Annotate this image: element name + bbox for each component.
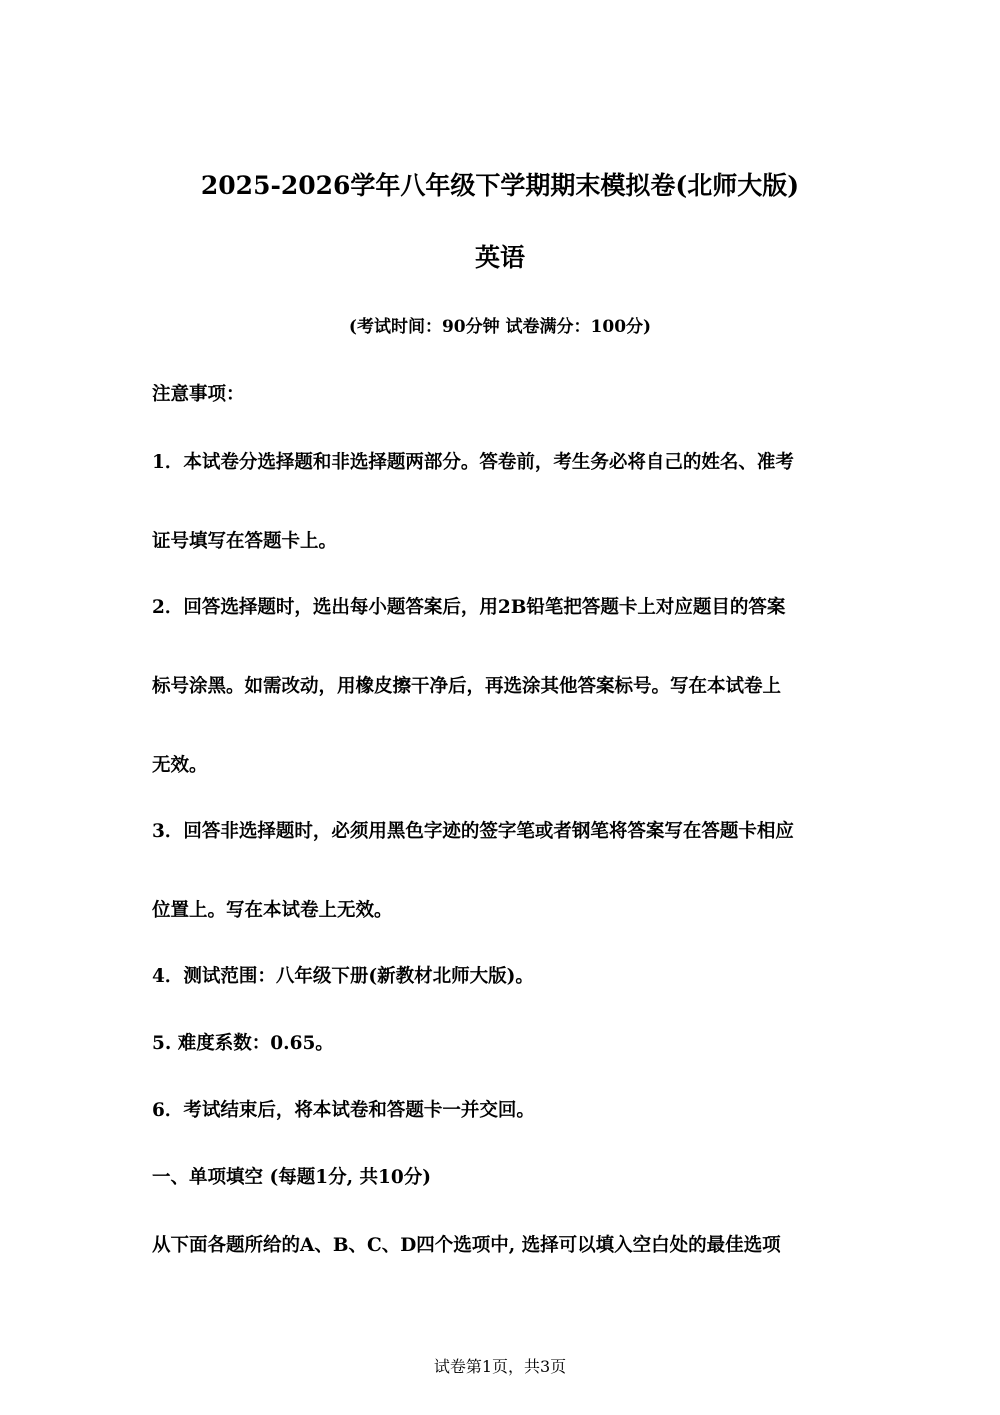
note-line: 标号涂黑。如需改动，用橡皮擦干净后，再选涂其他答案标号。写在本试卷上 xyxy=(152,676,782,697)
note-line: 位置上。写在本试卷上无效。 xyxy=(152,900,393,921)
notes-heading: 注意事项： xyxy=(152,384,245,405)
note-line: 1．本试卷分选择题和非选择题两部分。答卷前，考生务必将自己的姓名、准考 xyxy=(152,452,794,473)
note-line: 3．回答非选择题时，必须用黑色字迹的签字笔或者钢笔将答案写在答题卡相应 xyxy=(152,821,794,842)
note-line: 证号填写在答题卡上。 xyxy=(152,531,338,552)
note-line: 6．考试结束后，将本试卷和答题卡一并交回。 xyxy=(152,1100,535,1121)
note-line: 2．回答选择题时，选出每小题答案后，用2B铅笔把答题卡上对应题目的答案 xyxy=(152,597,786,618)
exam-time-and-score: (考试时间：90分钟 试卷满分：100分) xyxy=(348,317,652,337)
exam-title: 2025-2026学年八年级下学期期末模拟卷(北师大版) xyxy=(200,171,800,200)
page-footer: 试卷第1页，共3页 xyxy=(433,1357,567,1376)
note-line: 4．测试范围：八年级下册(新教材北师大版)。 xyxy=(152,966,534,987)
note-line: 无效。 xyxy=(152,755,208,776)
note-line: 5. 难度系数：0.65。 xyxy=(152,1033,334,1054)
subject-title: 英语 xyxy=(474,243,525,272)
section-instruction: 从下面各题所给的A、B、C、D四个选项中, 选择可以填入空白处的最佳选项 xyxy=(152,1235,781,1256)
section-heading: 一、单项填空 (每题1分, 共10分) xyxy=(152,1167,431,1188)
